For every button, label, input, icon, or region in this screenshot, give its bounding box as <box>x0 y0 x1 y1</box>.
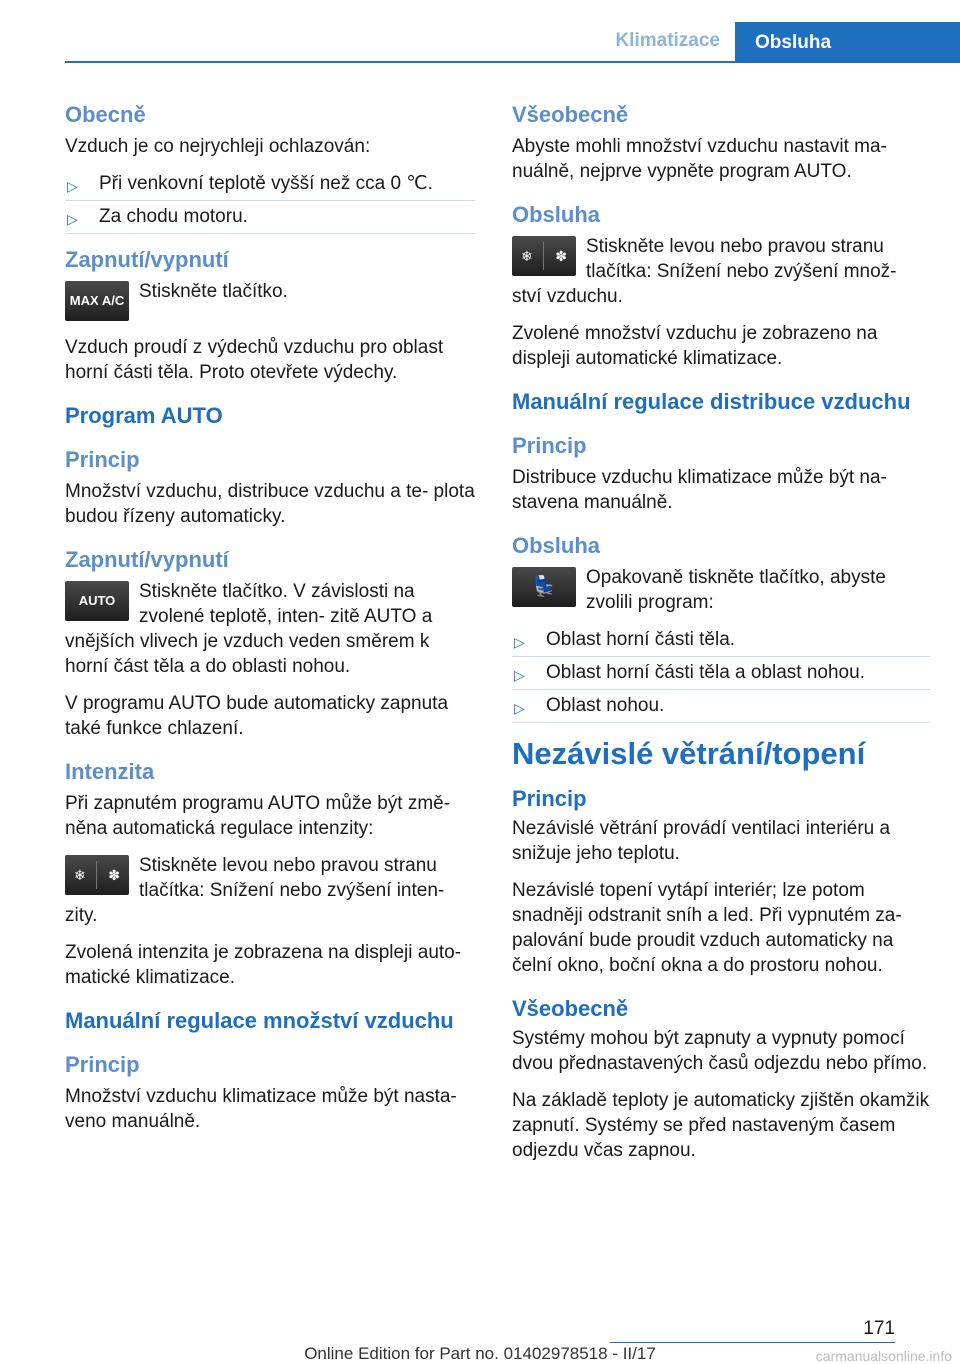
heading-princip: Princip <box>65 1052 140 1077</box>
paragraph: Při zapnutém programu AUTO může být změ‐ něna automatická regulace intenzity: <box>65 793 451 839</box>
button-instruction <box>512 565 930 615</box>
triangle-bullet-icon: ▷ <box>67 178 78 194</box>
paragraph: Nezávislé topení vytápí interiér; lze potom snadněji odstranit sníh a led. Při vypnutém za‐ palování bude proudit vzduch automaticky na čelní okno, boční okna a do prostoru nohou. <box>512 880 902 976</box>
edition-text: Online Edition for Part no. 01402978518 - II/17 <box>304 1344 656 1363</box>
right-column <box>512 100 930 1179</box>
paragraph: Abyste mohli množství vzduchu nastavit ma‐ nuálně, nejprve vypněte program AUTO. <box>512 136 887 182</box>
triangle-bullet-icon: ▷ <box>514 667 525 683</box>
section-princip-1 <box>65 445 475 529</box>
watermark: carmanualsonline.info <box>815 1348 952 1364</box>
heading-manual-distribuce: Manuální regulace distribuce vzduchu <box>512 389 911 414</box>
section-zapnuti-1 <box>65 245 475 385</box>
fan-high-icon: ✽ <box>555 248 567 264</box>
section-obsluha-2 <box>512 531 930 718</box>
fan-high-icon: ✽ <box>108 867 120 883</box>
fan-low-icon: ❄ <box>521 248 533 264</box>
heading-nezavisle: Nezávislé větrání/topení <box>512 736 866 771</box>
list-item: ▷ Za chodu motoru. <box>65 204 475 229</box>
list-item: ▷ Oblast nohou. <box>512 693 930 718</box>
paragraph: Distribuce vzduchu klimatizace může být na‐ stavena manuálně. <box>512 467 887 513</box>
paragraph: Vzduch je co nejrychleji ochlazován: <box>65 136 371 157</box>
list-item: ▷ Oblast horní části těla. <box>512 627 930 652</box>
auto-button-image: AUTO <box>65 581 129 621</box>
fan-rocker-button-image <box>65 855 129 895</box>
paragraph: Zvolené množství vzduchu je zobrazeno na displeji automatické klimatizace. <box>512 323 878 369</box>
heading-obecne: Obecně <box>65 102 146 127</box>
bullet-list <box>512 627 930 718</box>
section-vseobecne-2 <box>512 994 930 1163</box>
heading-princip: Princip <box>512 786 587 811</box>
section-vseobecne-1 <box>512 100 930 184</box>
paragraph: Množství vzduchu klimatizace může být nasta‐ veno manuálně. <box>65 1086 457 1132</box>
header-tab: Obsluha <box>735 22 960 62</box>
section-intenzita <box>65 757 475 990</box>
heading-obsluha: Obsluha <box>512 202 601 227</box>
paragraph: Množství vzduchu, distribuce vzduchu a te‐ plota budou řízeny automaticky. <box>65 481 475 527</box>
footer-rule <box>610 1342 895 1343</box>
heading-vseobecne: Všeobecně <box>512 102 629 127</box>
button-instruction <box>65 579 475 679</box>
header-rule <box>65 61 960 63</box>
heading-princip: Princip <box>65 447 140 472</box>
button-instruction <box>512 234 930 309</box>
page-number: 171 <box>863 1318 895 1339</box>
heading-zapnuti: Zapnutí/vypnutí <box>65 547 229 572</box>
paragraph: Na základě teploty je automaticky zjištěn okamžik zapnutí. Systémy se před nastaveným časem odjezdu včas zapnou. <box>512 1090 930 1161</box>
instruction-text: Stiskněte levou nebo pravou stranu tlačítka: Snížení nebo zvýšení množ‐ ství vzduchu. <box>512 236 897 307</box>
max-ac-button-image: MAX A/C <box>65 281 129 321</box>
triangle-bullet-icon: ▷ <box>67 211 78 227</box>
list-item: ▷ Oblast horní části těla a oblast nohou. <box>512 660 930 685</box>
fan-rocker-button-image <box>512 236 576 276</box>
button-instruction <box>65 853 475 928</box>
triangle-bullet-icon: ▷ <box>514 700 525 716</box>
page-header <box>0 0 960 62</box>
header-section-title: Klimatizace <box>615 30 720 51</box>
air-distribution-button-image <box>512 567 576 607</box>
paragraph: Zvolená intenzita je zobrazena na displeji auto‐ matické klimatizace. <box>65 942 462 988</box>
heading-princip: Princip <box>512 433 587 458</box>
instruction-text: Stiskněte tlačítko. <box>139 281 288 302</box>
section-obsluha-1 <box>512 200 930 371</box>
bullet-list <box>65 171 475 229</box>
paragraph: Nezávislé větrání provádí ventilaci interiéru a snižuje jeho teplotu. <box>512 818 891 864</box>
heading-intenzita: Intenzita <box>65 759 155 784</box>
triangle-bullet-icon: ▷ <box>514 634 525 650</box>
section-zapnuti-2 <box>65 545 475 741</box>
heading-obsluha: Obsluha <box>512 533 601 558</box>
section-obecne <box>65 100 475 229</box>
paragraph: V programu AUTO bude automaticky zapnuta také funkce chlazení. <box>65 693 449 739</box>
instruction-text: Stiskněte tlačítko. V závislosti na zvolené teplotě, inten‐ zitě AUTO a vnějších vlivech je vzduch veden směrem k horní část těla a do oblasti nohou. <box>65 581 433 677</box>
instruction-text: Stiskněte levou nebo pravou stranu tlačítka: Snížení nebo zvýšení inten‐ zity. <box>65 855 445 926</box>
paragraph: Systémy mohou být zapnuty a vypnuty pomocí dvou přednastavených časů odjezdu nebo přímo. <box>512 1028 928 1074</box>
heading-manual-mnozstvi: Manuální regulace množství vzduchu <box>65 1008 454 1033</box>
heading-vseobecne: Všeobecně <box>512 996 629 1021</box>
fan-low-icon: ❄ <box>74 867 86 883</box>
section-princip-4 <box>512 784 930 978</box>
button-instruction <box>65 279 475 323</box>
list-item: ▷ Při venkovní teplotě vyšší než cca 0 ℃. <box>65 171 475 196</box>
heading-program-auto: Program AUTO <box>65 403 223 428</box>
section-princip-2 <box>65 1050 475 1134</box>
heading-zapnuti: Zapnutí/vypnutí <box>65 247 229 272</box>
left-column <box>65 100 475 1150</box>
section-princip-3 <box>512 431 930 515</box>
paragraph: Vzduch proudí z výdechů vzduchu pro oblast horní části těla. Proto otevřete výdechy. <box>65 337 444 383</box>
instruction-text: Opakovaně tiskněte tlačítko, abyste zvolili program: <box>586 567 886 613</box>
seat-airflow-icon: 💺 <box>531 576 557 598</box>
